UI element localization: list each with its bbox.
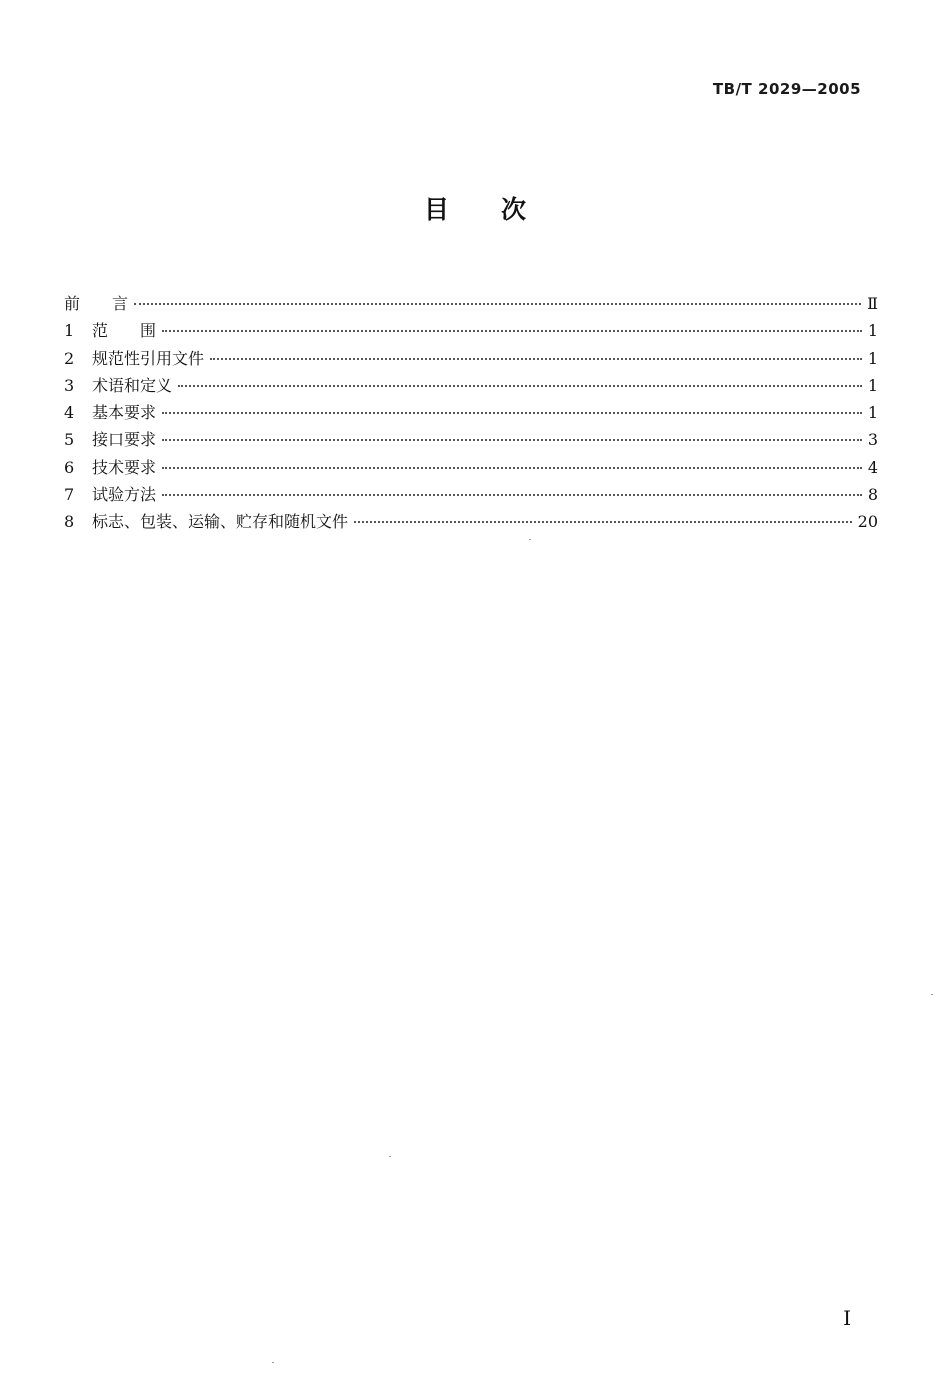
scan-speck [529,539,531,540]
toc-leader-dots [162,411,862,414]
toc-leader-dots [178,384,862,387]
toc-entry-label: 接口要求 [92,430,157,450]
toc-entry-4[interactable] [64,399,878,426]
toc-entry-number: 4 [64,403,75,423]
toc-entry-number: 1 [64,321,75,341]
page-title: 目次 [423,195,578,224]
toc-entry-number: 2 [64,348,75,368]
toc-leader-dots [162,329,862,332]
page-number: I [843,1306,851,1330]
toc-leader-dots [210,357,862,360]
toc-entry-label: 标志、包装、运输、贮存和随机文件 [92,512,349,532]
toc-entry-5[interactable] [64,426,878,453]
toc-entry-label: 试验方法 [92,485,157,505]
toc-entry-page: 1 [867,403,878,423]
toc-entry-label: 范 围 [92,321,157,341]
toc-entry-number: 6 [64,457,75,477]
toc-leader-dots [162,438,862,441]
standard-code: TB/T 2029—2005 [712,80,861,98]
toc-entry-number: 8 [64,512,75,532]
toc-entry-page: Ⅱ [867,294,878,313]
toc-entry-page: 1 [867,321,878,341]
toc-entry-page: 3 [867,430,878,450]
toc-entry-label: 术语和定义 [92,375,173,395]
scan-speck [931,994,933,995]
toc-leader-dots [354,520,852,523]
toc-leader-dots [162,466,862,469]
toc-entry-foreword[interactable] [64,290,878,317]
scan-speck [389,1156,391,1157]
toc-entry-label: 技术要求 [92,457,157,477]
table-of-contents [64,290,878,536]
toc-entry-2[interactable] [64,345,878,372]
toc-entry-label: 规范性引用文件 [92,348,205,368]
toc-entry-page: 8 [867,485,878,505]
toc-entry-number: 7 [64,485,75,505]
toc-entry-page: 20 [857,512,878,532]
toc-entry-page: 4 [867,457,878,477]
toc-entry-label: 前 言 [64,294,129,313]
toc-leader-dots [134,302,861,305]
toc-entry-number: 3 [64,375,75,395]
toc-entry-page: 1 [867,375,878,395]
toc-entry-1[interactable] [64,317,878,344]
toc-entry-7[interactable] [64,481,878,508]
toc-entry-6[interactable] [64,454,878,481]
toc-entry-8[interactable] [64,508,878,535]
toc-entry-page: 1 [867,348,878,368]
toc-leader-dots [162,493,862,496]
toc-entry-label: 基本要求 [92,403,157,423]
scan-speck [272,1362,274,1363]
toc-entry-3[interactable] [64,372,878,399]
toc-entry-number: 5 [64,430,75,450]
